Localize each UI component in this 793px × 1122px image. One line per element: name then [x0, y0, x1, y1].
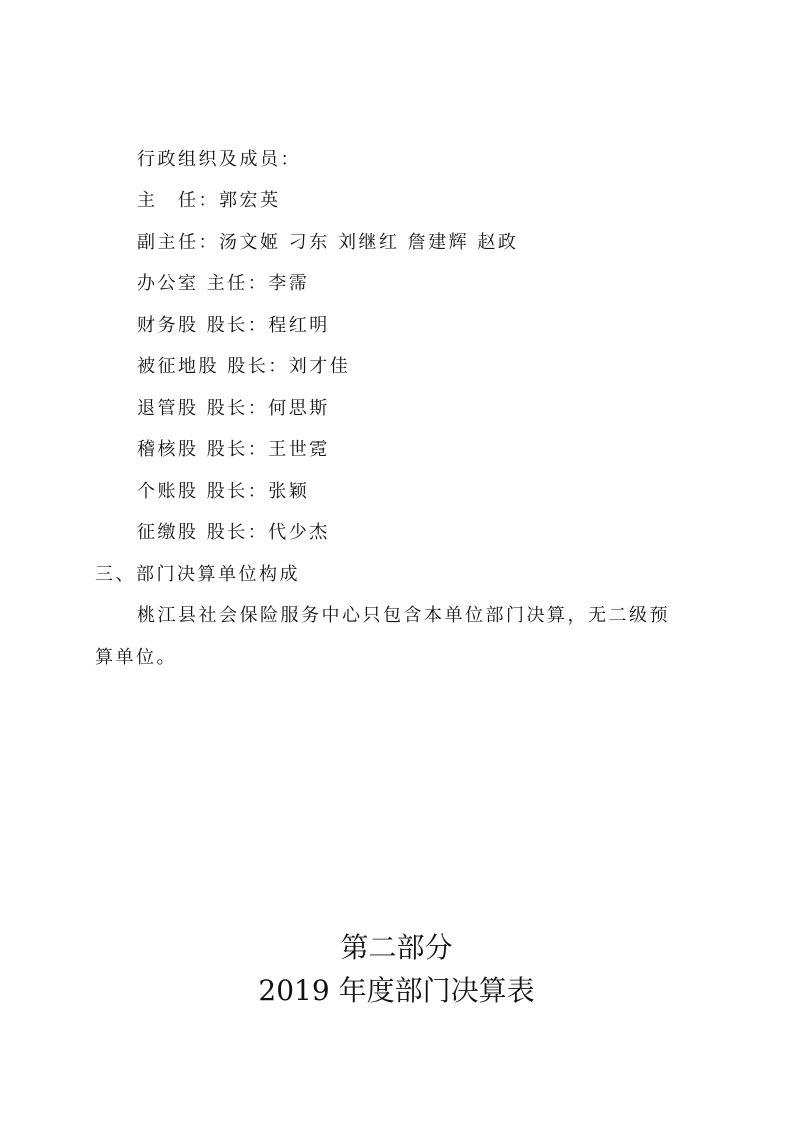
- org-member-retirement: 退管股 股长：何思斯: [137, 398, 330, 419]
- org-member-collection: 征缴股 股长：代少杰: [137, 522, 330, 543]
- org-title: 行政组织及成员：: [137, 149, 301, 170]
- part2-subtitle: 2019 年度部门决算表: [258, 974, 535, 1007]
- org-member-land: 被征地股 股长：刘才佳: [137, 356, 351, 377]
- org-member-audit: 稽核股 股长：王世霓: [137, 439, 330, 460]
- org-member-deputy-directors: 副主任：汤文姬 刁东 刘继红 詹建辉 赵政: [137, 232, 519, 253]
- org-member-director: 主 任：郭宏英: [137, 190, 281, 211]
- part2-title: 第二部分: [340, 931, 453, 964]
- section3-paragraph-line2: 算单位。: [95, 647, 177, 668]
- section3-paragraph-line1: 桃江县社会保险服务中心只包含本单位部门决算，无二级预: [137, 605, 670, 626]
- org-member-office: 办公室 主任：李霈: [137, 273, 310, 294]
- org-member-finance: 财务股 股长：程红明: [137, 315, 330, 336]
- org-member-accounts: 个账股 股长：张颖: [137, 481, 310, 502]
- section3-heading: 三、部门决算单位构成: [95, 564, 300, 585]
